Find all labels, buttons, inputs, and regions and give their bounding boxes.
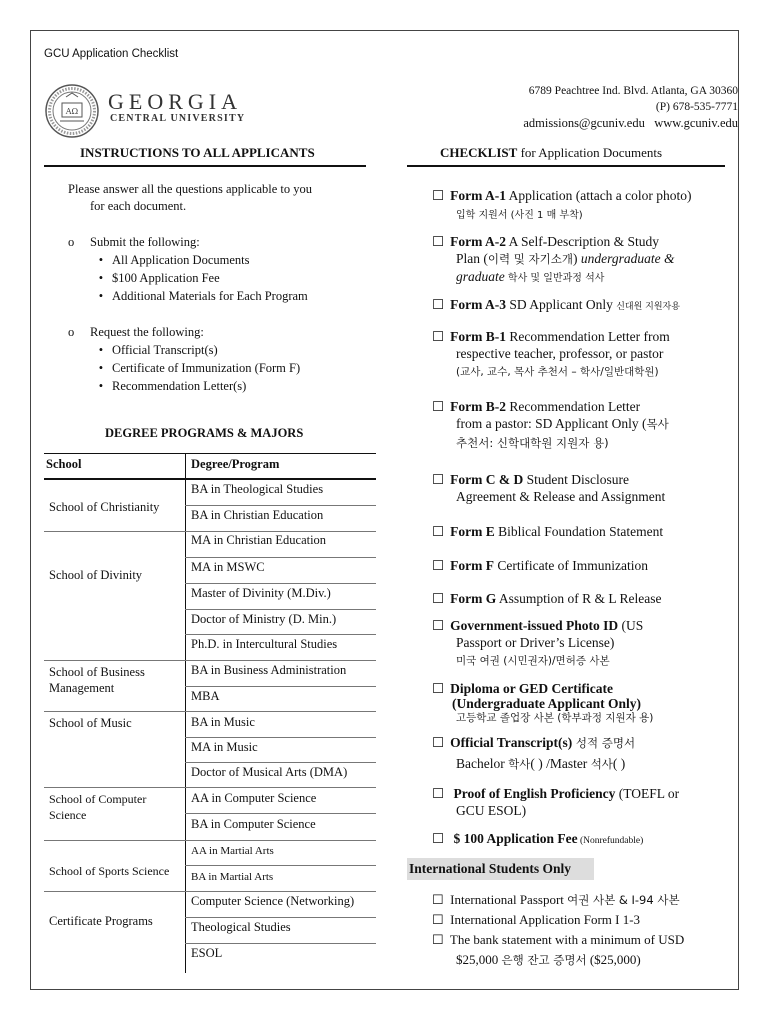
program-cell: BA in Music (191, 715, 255, 729)
school-name: School of Music (49, 716, 132, 730)
university-seal-icon (44, 83, 100, 139)
checklist-item-form-e[interactable] (432, 523, 732, 540)
school-name (49, 791, 146, 823)
form-desc: Passport or Driver’s License) (456, 635, 615, 650)
checkbox-icon[interactable]: ☐ (432, 591, 445, 606)
bullet-icon: • (98, 343, 104, 357)
form-id: Form F (450, 558, 494, 573)
row-divider (185, 762, 376, 763)
checkbox-icon[interactable]: ☐ (432, 234, 445, 249)
program-cell: Master of Divinity (M.Div.) (191, 586, 331, 600)
checklist-heading (440, 145, 662, 161)
bullet-icon: • (98, 289, 104, 303)
program-cell: Doctor of Musical Arts (DMA) (191, 765, 348, 779)
row-divider (185, 737, 376, 738)
checkbox-icon[interactable]: ☐ (432, 932, 444, 947)
logo-subtitle: CENTRAL UNIVERSITY (110, 113, 246, 124)
form-desc: undergraduate & (580, 251, 675, 266)
form-desc: Plan ( (456, 251, 488, 266)
form-desc: respective teacher, professor, or pastor (456, 346, 664, 361)
row-divider (185, 505, 376, 506)
korean-desc: 추천서: 신학대학원 지원자 용) (456, 436, 609, 450)
program-cell: BA in Business Administration (191, 663, 347, 677)
checklist-item-form-a1[interactable] (432, 187, 732, 224)
form-desc: Student Disclosure (523, 472, 629, 487)
checklist-item-form-a2[interactable] (432, 233, 732, 287)
form-desc: GCU ESOL) (456, 803, 527, 818)
document-title: GCU Application Checklist (44, 48, 179, 60)
form-id: Official Transcript(s) (450, 735, 573, 750)
row-divider (44, 531, 376, 532)
form-desc: Recommendation Letter (505, 399, 641, 414)
bullet-icon: • (98, 253, 104, 267)
form-desc: Agreement & Release and Assignment (456, 489, 666, 504)
intro-line: for each document. (90, 199, 187, 213)
form-desc: ) (572, 251, 581, 266)
list-item: Recommendation Letter(s) (112, 379, 247, 393)
form-desc: Bachelor (456, 756, 509, 771)
checkbox-icon[interactable]: ☐ (432, 618, 445, 633)
form-id: Diploma or GED Certificate (450, 681, 613, 696)
instructions-intro (68, 181, 358, 215)
program-cell: MA in Christian Education (191, 533, 327, 547)
school-name-line: School of Business (49, 665, 145, 679)
checklist-item-english-proficiency[interactable] (432, 785, 732, 819)
bullet-icon: • (98, 271, 104, 285)
korean-desc: 입학 지원서 (사진 1 매 부착) (456, 210, 583, 221)
program-cell: AA in Martial Arts (191, 845, 274, 857)
item-text: International Passport (450, 892, 568, 907)
list-item: $100 Application Fee (112, 271, 220, 285)
checklist-item-form-b1[interactable] (432, 328, 732, 381)
korean-desc: 목사 (646, 417, 669, 431)
checkbox-icon[interactable]: ☐ (432, 786, 445, 801)
form-desc: Assumption of R & L Release (496, 591, 662, 606)
checkbox-icon[interactable]: ☐ (432, 472, 445, 487)
degrees-heading: DEGREE PROGRAMS & MAJORS (105, 426, 304, 440)
international-heading: International Students Only (407, 858, 594, 880)
table-header (44, 453, 376, 480)
checkbox-icon[interactable]: ☐ (432, 399, 445, 414)
row-divider (44, 660, 376, 661)
form-desc: (Nonrefundable) (577, 836, 644, 846)
row-divider (44, 787, 376, 788)
program-cell: Computer Science (Networking) (191, 894, 355, 908)
form-desc: Certificate of Immunization (493, 558, 649, 573)
item-text: $25,000 (456, 952, 502, 967)
form-desc: Application (attach a color photo) (505, 188, 692, 203)
form-desc: Recommendation Letter from (505, 329, 670, 344)
row-divider (185, 943, 376, 944)
row-divider (185, 609, 376, 610)
school-name: Certificate Programs (49, 914, 153, 928)
checklist-item-diploma[interactable] (432, 681, 732, 726)
korean-desc: 고등학교 졸업장 사본 (학부과정 지원자 용) (456, 712, 654, 724)
checklist-item-transcripts[interactable] (432, 734, 732, 773)
form-desc: A Self-Description & Study (505, 234, 659, 249)
row-divider (185, 686, 376, 687)
form-id: Form A-3 (450, 297, 506, 312)
form-id: Proof of English Proficiency (453, 786, 616, 801)
program-cell: AA in Computer Science (191, 791, 317, 805)
program-cell: MBA (191, 689, 220, 703)
instructions-heading: INSTRUCTIONS TO ALL APPLICANTS (80, 145, 315, 160)
intl-item[interactable] (432, 930, 684, 950)
korean-desc: 성적 증명서 (572, 736, 636, 750)
program-cell: Doctor of Ministry (D. Min.) (191, 612, 337, 626)
logo-wordmark: GEORGIA (108, 89, 242, 114)
form-id: Form B-2 (450, 399, 506, 414)
korean-desc: 학사 및 일반과정 석사 (504, 273, 605, 284)
form-id: Form A-1 (450, 188, 506, 203)
korean-desc: 신대원 지원자용 (616, 302, 680, 312)
korean-desc: 은행 잔고 증명서 (501, 953, 587, 967)
checkbox-icon[interactable]: ☐ (432, 831, 445, 846)
program-cell: ESOL (191, 946, 223, 960)
korean-desc: 미국 여권 (시민권자)/면허증 사본 (456, 655, 610, 667)
international-list (432, 890, 684, 970)
form-desc: from a pastor: SD Applicant Only ( (456, 416, 647, 431)
school-name: School of Sports Science (49, 864, 170, 878)
program-cell: MA in Music (191, 740, 258, 754)
list-item: All Application Documents (112, 253, 250, 267)
form-desc: SD Applicant Only (505, 297, 617, 312)
checkbox-icon[interactable]: ☐ (432, 188, 445, 203)
checkbox-icon[interactable]: ☐ (432, 329, 445, 344)
form-desc: Biblical Foundation Statement (494, 524, 664, 539)
intro-line: Please answer all the questions applicable to you (68, 182, 313, 196)
request-label: Request the following: (90, 325, 204, 339)
row-divider (185, 557, 376, 558)
circle-bullet-icon: o (68, 325, 75, 339)
row-divider (185, 634, 376, 635)
school-name: School of Divinity (49, 568, 143, 582)
form-id: Form A-2 (450, 234, 506, 249)
intl-item[interactable] (432, 890, 684, 910)
checklist-item-form-a3[interactable] (432, 296, 732, 316)
program-cell: BA in Theological Studies (191, 482, 324, 496)
row-divider (185, 865, 376, 866)
form-id: $ 100 Application Fee (453, 831, 578, 846)
form-desc: (US (618, 618, 644, 633)
form-desc: (TOEFL or (615, 786, 680, 801)
phone: (P) 678-535-7771 (655, 101, 738, 113)
form-desc: ( ) /Master (530, 756, 591, 771)
bullet-icon: • (98, 361, 104, 375)
submit-list (68, 233, 308, 305)
column-header-school: School (46, 457, 82, 471)
checklist-heading-rest: for Application Documents (517, 145, 663, 160)
checkbox-icon[interactable]: ☐ (432, 735, 445, 750)
checkbox-icon[interactable]: ☐ (432, 558, 445, 573)
row-divider (185, 917, 376, 918)
item-text: International Application Form I 1-3 (450, 912, 641, 927)
checkbox-icon[interactable]: ☐ (432, 892, 444, 907)
row-divider (44, 891, 376, 892)
checklist-item-form-cd[interactable] (432, 471, 732, 505)
program-cell: BA in Martial Arts (191, 871, 274, 883)
form-id: Form C & D (450, 472, 524, 487)
row-divider (185, 813, 376, 814)
svg-text:AΩ: AΩ (65, 107, 79, 116)
website-link[interactable]: www.gcuniv.edu (654, 116, 738, 130)
school-name (49, 664, 145, 696)
divider (44, 165, 366, 167)
checklist-heading-bold: CHECKLIST (440, 145, 518, 160)
school-name-line: Management (49, 681, 115, 695)
form-desc: graduate (456, 269, 505, 284)
form-desc: ( ) (612, 756, 626, 771)
email-link[interactable]: admissions@gcuniv.edu (523, 116, 645, 130)
checklist-item-photo-id[interactable] (432, 617, 732, 670)
checklist-item-application-fee[interactable] (432, 830, 732, 850)
form-id: Form E (450, 524, 495, 539)
program-cell: Ph.D. in Intercultural Studies (191, 637, 338, 651)
checklist-item-form-b2[interactable] (432, 398, 732, 452)
program-cell: Theological Studies (191, 920, 291, 934)
program-cell: BA in Computer Science (191, 817, 316, 831)
checklist-item-form-g[interactable] (432, 590, 732, 607)
korean-desc: 석사 (590, 757, 613, 771)
korean-desc: 학사 (508, 757, 531, 771)
list-item: Certificate of Immunization (Form F) (112, 361, 301, 375)
item-text: ($25,000) (586, 952, 641, 967)
program-cell: MA in MSWC (191, 560, 265, 574)
request-list (68, 323, 300, 395)
form-id: Government-issued Photo ID (450, 618, 619, 633)
program-cell: BA in Christian Education (191, 508, 324, 522)
intl-item-continued (432, 950, 684, 970)
checkbox-icon[interactable]: ☐ (432, 297, 445, 312)
submit-label: Submit the following: (90, 235, 200, 249)
bullet-icon: • (98, 379, 104, 393)
contact-block (523, 83, 738, 131)
intl-item[interactable] (432, 910, 684, 930)
korean-desc: 여권 사본 & I-94 사본 (567, 893, 680, 907)
checkbox-icon[interactable]: ☐ (432, 524, 445, 539)
circle-bullet-icon: o (68, 235, 75, 249)
list-item: Additional Materials for Each Program (112, 289, 308, 303)
form-id: (Undergraduate Applicant Only) (452, 696, 642, 711)
korean-desc: 이력 및 자기소개 (487, 252, 573, 266)
column-header-program: Degree/Program (191, 457, 280, 471)
checklist-item-form-f[interactable] (432, 557, 732, 574)
row-divider (44, 711, 376, 712)
item-text: The bank statement with a minimum of USD (449, 932, 685, 947)
school-name: School of Christianity (49, 500, 160, 514)
school-name-line: School of Computer (49, 792, 147, 806)
korean-desc: (교사, 교수, 목사 추천서 – 학사/일반대학원) (456, 366, 659, 378)
form-id: Form B-1 (450, 329, 506, 344)
form-id: Form G (450, 591, 497, 606)
row-divider (185, 583, 376, 584)
checkbox-icon[interactable]: ☐ (432, 681, 445, 696)
checkbox-icon[interactable]: ☐ (432, 912, 444, 927)
school-name-line: Science (49, 808, 87, 822)
row-divider (44, 840, 376, 841)
divider (407, 165, 725, 167)
list-item: Official Transcript(s) (112, 343, 218, 357)
address: 6789 Peachtree Ind. Blvd. Atlanta, GA 30360 (528, 85, 738, 97)
